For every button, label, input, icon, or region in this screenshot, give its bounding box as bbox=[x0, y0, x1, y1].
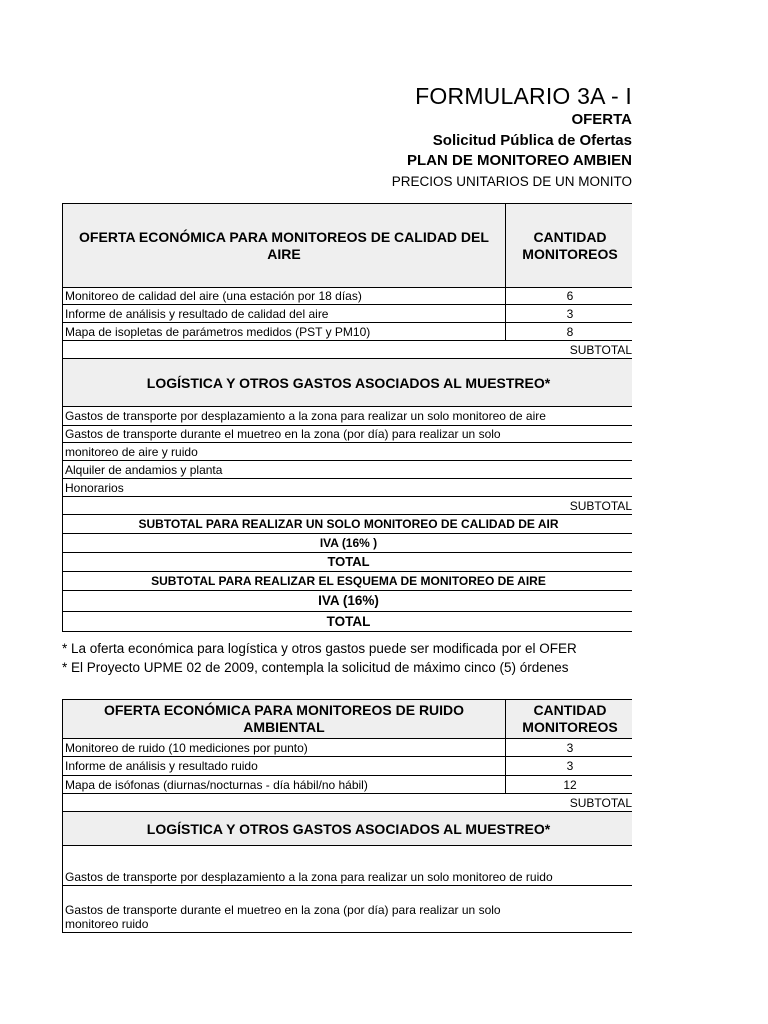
noise-item-label: Monitoreo de ruido (10 mediciones por punto) bbox=[63, 739, 506, 757]
air-qty-heading: CANTIDAD MONITOREOS bbox=[506, 204, 633, 288]
air-logistics-item: Gastos de transporte por desplazamiento a la zona para realizar un solo monitoreo de aire bbox=[63, 407, 633, 426]
form-title: FORMULARIO 3A - I bbox=[415, 83, 632, 109]
air-logistics-subtotal: SUBTOTAL bbox=[63, 497, 633, 515]
noise-logistics-line: monitoreo ruido bbox=[65, 917, 149, 931]
air-logistics-item: Honorarios bbox=[63, 479, 633, 497]
air-scheme-iva: IVA (16%) bbox=[63, 591, 633, 612]
air-item-label: Mapa de isopletas de parámetros medidos (PST y PM10) bbox=[63, 323, 506, 341]
air-item-label: Monitoreo de calidad del aire (una estación por 18 días) bbox=[63, 288, 506, 305]
header-line-precios: PRECIOS UNITARIOS DE UN MONITO bbox=[391, 174, 632, 189]
header-line-oferta: OFERTA bbox=[571, 111, 632, 128]
noise-subtotal-label: SUBTOTAL bbox=[63, 794, 633, 812]
noise-item-qty: 3 bbox=[506, 739, 633, 757]
air-single-subtotal: SUBTOTAL PARA REALIZAR UN SOLO MONITOREO DE CALIDAD DE AIR bbox=[63, 515, 633, 534]
noise-logistics-item bbox=[63, 886, 633, 933]
noise-item-qty: 3 bbox=[506, 757, 633, 776]
noise-logistics-heading: LOGÍSTICA Y OTROS GASTOS ASOCIADOS AL MUESTREO* bbox=[63, 812, 633, 846]
air-logistics-item: Gastos de transporte durante el muetreo en la zona (por día) para realizar un solo bbox=[63, 426, 633, 443]
noise-heading-cell: OFERTA ECONÓMICA PARA MONITOREOS DE RUIDO AMBIENTAL bbox=[63, 700, 506, 739]
header-line-solicitud: Solicitud Pública de Ofertas bbox=[432, 132, 632, 149]
noise-item-qty: 12 bbox=[506, 776, 633, 794]
air-logistics-heading: LOGÍSTICA Y OTROS GASTOS ASOCIADOS AL MUESTREO* bbox=[63, 359, 633, 407]
air-item-qty: 3 bbox=[506, 305, 633, 323]
air-heading-cell: OFERTA ECONÓMICA PARA MONITOREOS DE CALIDAD DEL AIRE bbox=[63, 204, 506, 288]
air-single-iva: IVA (16% ) bbox=[63, 534, 633, 553]
air-subtotal-label: SUBTOTAL bbox=[63, 341, 633, 359]
air-scheme-total: TOTAL bbox=[63, 612, 633, 632]
footnote-logistics: * La oferta económica para logística y otros gastos puede ser modificada por el OFER bbox=[62, 641, 577, 656]
air-quality-table bbox=[62, 203, 632, 632]
noise-logistics-line: Gastos de transporte durante el muetreo en la zona (por día) para realizar un solo bbox=[65, 903, 501, 917]
noise-table bbox=[62, 699, 632, 933]
noise-logistics-item: Gastos de transporte por desplazamiento a la zona para realizar un solo monitoreo de ruido bbox=[63, 846, 633, 886]
noise-item-label: Informe de análisis y resultado ruido bbox=[63, 757, 506, 776]
air-logistics-item: Alquiler de andamios y planta bbox=[63, 461, 633, 479]
air-item-qty: 6 bbox=[506, 288, 633, 305]
air-item-label: Informe de análisis y resultado de calidad del aire bbox=[63, 305, 506, 323]
footnote-orders: * El Proyecto UPME 02 de 2009, contempla la solicitud de máximo cinco (5) órdenes bbox=[62, 660, 569, 675]
noise-item-label: Mapa de isófonas (diurnas/nocturnas - día hábil/no hábil) bbox=[63, 776, 506, 794]
air-single-total: TOTAL bbox=[63, 553, 633, 572]
air-scheme-subtotal: SUBTOTAL PARA REALIZAR EL ESQUEMA DE MONITOREO DE AIRE bbox=[63, 572, 633, 591]
noise-qty-heading: CANTIDAD MONITOREOS bbox=[506, 700, 633, 739]
header-line-plan: PLAN DE MONITOREO AMBIEN bbox=[406, 152, 632, 169]
air-item-qty: 8 bbox=[506, 323, 633, 341]
air-logistics-item: monitoreo de aire y ruido bbox=[63, 443, 633, 461]
